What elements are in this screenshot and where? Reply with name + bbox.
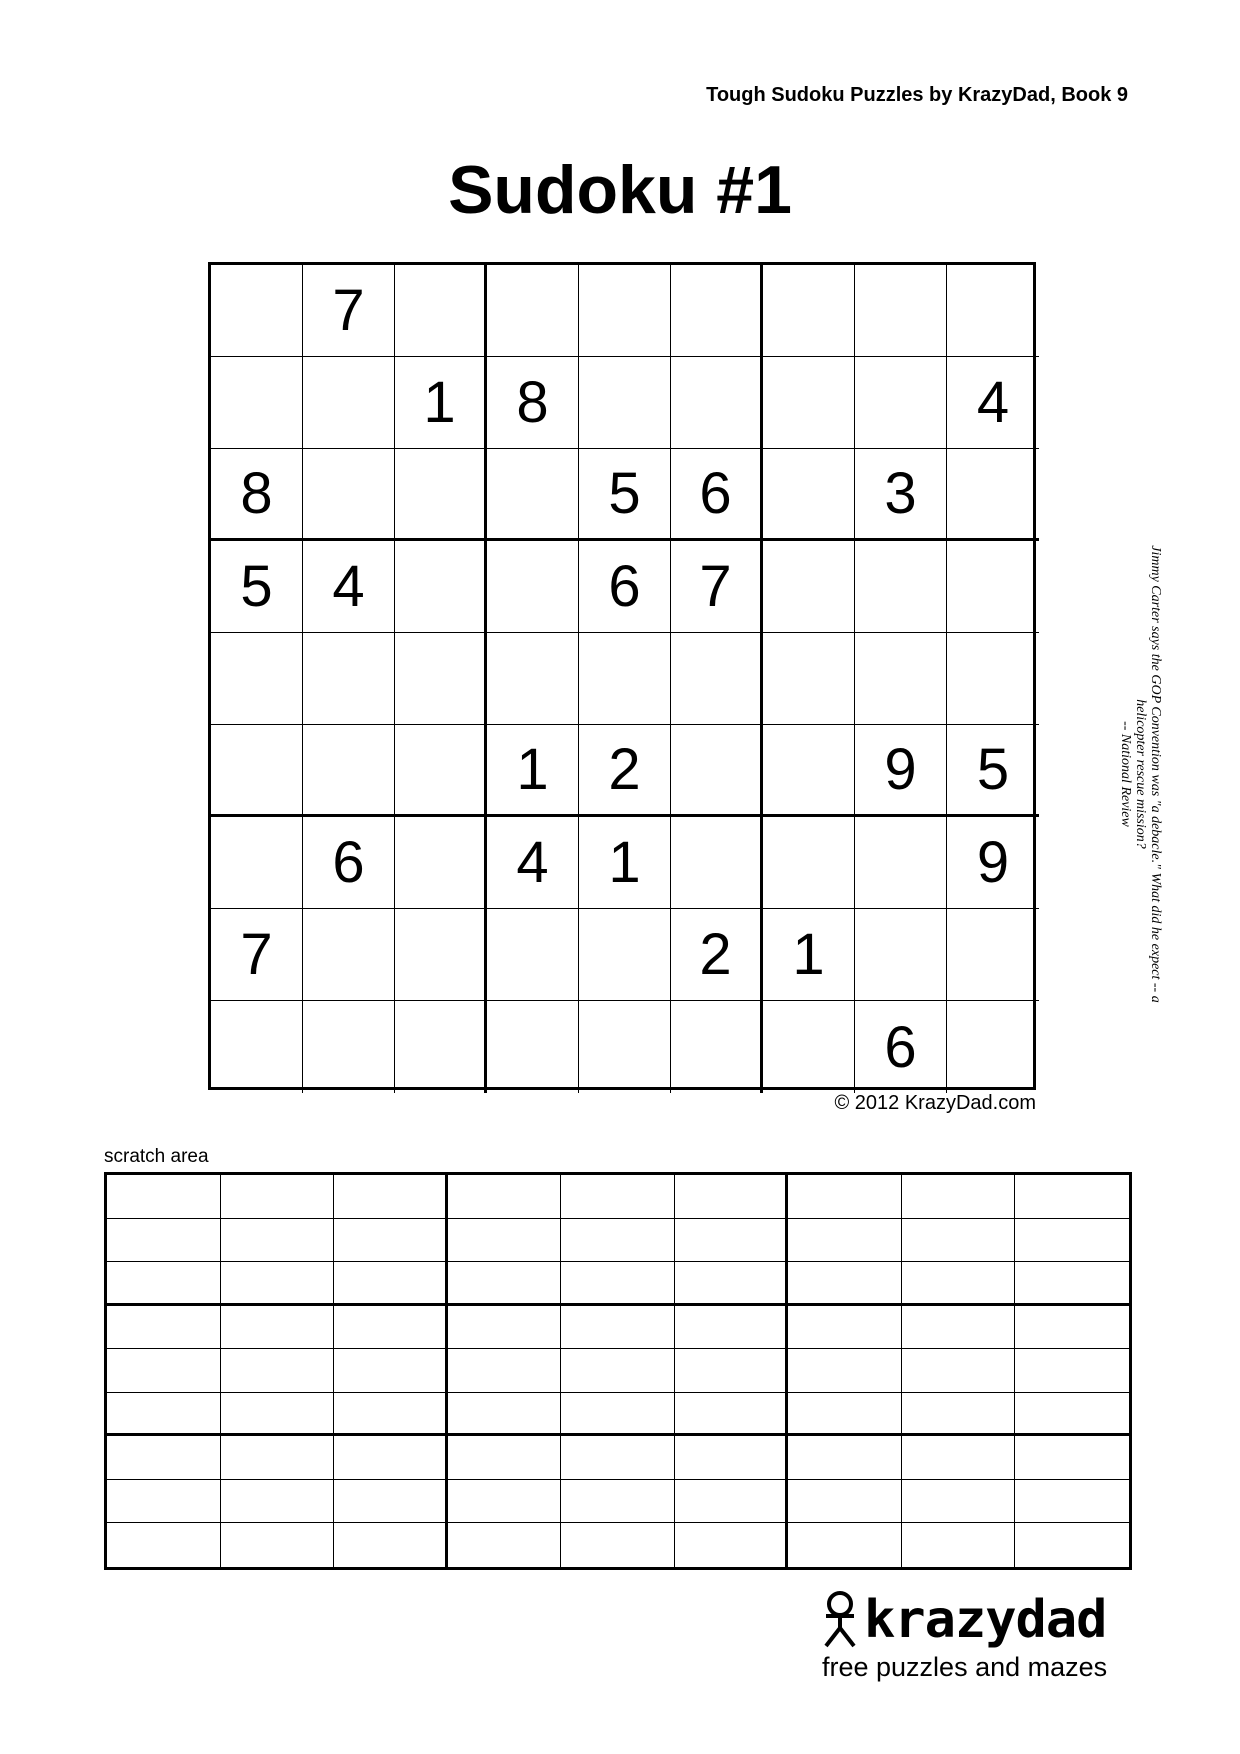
scratch-cell[interactable] xyxy=(334,1393,448,1437)
sudoku-cell[interactable] xyxy=(763,1001,855,1093)
sudoku-cell[interactable] xyxy=(671,633,763,725)
scratch-cell[interactable] xyxy=(675,1523,789,1567)
scratch-cell[interactable] xyxy=(221,1436,335,1480)
sudoku-cell[interactable] xyxy=(763,265,855,357)
scratch-cell[interactable] xyxy=(788,1436,902,1480)
sudoku-cell[interactable] xyxy=(303,633,395,725)
sudoku-cell[interactable] xyxy=(579,1001,671,1093)
sudoku-cell[interactable] xyxy=(671,725,763,817)
sudoku-cell[interactable]: 9 xyxy=(855,725,947,817)
scratch-cell[interactable] xyxy=(1015,1262,1129,1306)
sudoku-cell[interactable] xyxy=(487,449,579,541)
sudoku-cell[interactable] xyxy=(211,1001,303,1093)
scratch-cell[interactable] xyxy=(221,1393,335,1437)
sudoku-cell[interactable]: 6 xyxy=(579,541,671,633)
sudoku-cell[interactable] xyxy=(947,265,1039,357)
quote-line-1: Jimmy Carter says the GOP Convention was "a debacle." What did he expect -- a xyxy=(1148,545,1163,1003)
scratch-cell[interactable] xyxy=(902,1306,1016,1350)
scratch-cell[interactable] xyxy=(561,1175,675,1219)
scratch-cell[interactable] xyxy=(107,1175,221,1219)
scratch-cell[interactable] xyxy=(448,1175,562,1219)
scratch-cell[interactable] xyxy=(448,1349,562,1393)
sudoku-cell[interactable] xyxy=(395,541,487,633)
sudoku-cell[interactable] xyxy=(211,817,303,909)
scratch-cell[interactable] xyxy=(788,1393,902,1437)
scratch-cell[interactable] xyxy=(334,1436,448,1480)
sudoku-cell[interactable]: 1 xyxy=(395,357,487,449)
scratch-cell[interactable] xyxy=(107,1219,221,1263)
scratch-cell[interactable] xyxy=(1015,1219,1129,1263)
puzzle-title: Sudoku #1 xyxy=(448,152,792,228)
scratch-cell[interactable] xyxy=(788,1480,902,1524)
scratch-cell[interactable] xyxy=(675,1393,789,1437)
sudoku-cell[interactable] xyxy=(671,817,763,909)
scratch-cell[interactable] xyxy=(788,1306,902,1350)
sudoku-cell[interactable] xyxy=(303,357,395,449)
sudoku-cell[interactable]: 1 xyxy=(763,909,855,1001)
sudoku-cell[interactable] xyxy=(947,449,1039,541)
scratch-cell[interactable] xyxy=(1015,1175,1129,1219)
scratch-cell[interactable] xyxy=(675,1306,789,1350)
sudoku-cell[interactable] xyxy=(763,633,855,725)
sudoku-cell[interactable] xyxy=(947,1001,1039,1093)
scratch-area-label: scratch area xyxy=(104,1146,209,1167)
logo-wordmark: krazydad xyxy=(864,1590,1107,1650)
scratch-cell[interactable] xyxy=(221,1306,335,1350)
scratch-cell[interactable] xyxy=(107,1523,221,1567)
scratch-cell[interactable] xyxy=(561,1262,675,1306)
scratch-cell[interactable] xyxy=(448,1219,562,1263)
scratch-cell[interactable] xyxy=(675,1262,789,1306)
sudoku-cell[interactable]: 2 xyxy=(671,909,763,1001)
scratch-cell[interactable] xyxy=(561,1393,675,1437)
scratch-cell[interactable] xyxy=(221,1523,335,1567)
scratch-cell[interactable] xyxy=(788,1219,902,1263)
scratch-cell[interactable] xyxy=(334,1480,448,1524)
sudoku-cell[interactable] xyxy=(855,357,947,449)
scratch-cell[interactable] xyxy=(448,1306,562,1350)
scratch-cell[interactable] xyxy=(902,1175,1016,1219)
scratch-cell[interactable] xyxy=(902,1393,1016,1437)
sudoku-cell[interactable]: 1 xyxy=(487,725,579,817)
sudoku-cell[interactable]: 1 xyxy=(579,817,671,909)
sudoku-cell[interactable]: 5 xyxy=(211,541,303,633)
sudoku-cell[interactable] xyxy=(487,909,579,1001)
sudoku-cell[interactable]: 5 xyxy=(579,449,671,541)
sudoku-cell[interactable]: 4 xyxy=(487,817,579,909)
scratch-cell[interactable] xyxy=(675,1175,789,1219)
scratch-cell[interactable] xyxy=(902,1262,1016,1306)
sudoku-cell[interactable] xyxy=(487,1001,579,1093)
sudoku-cell[interactable]: 6 xyxy=(303,817,395,909)
sudoku-cell[interactable]: 7 xyxy=(303,265,395,357)
sudoku-cell[interactable]: 4 xyxy=(303,541,395,633)
scratch-cell[interactable] xyxy=(1015,1480,1129,1524)
sudoku-cell[interactable] xyxy=(487,541,579,633)
scratch-cell[interactable] xyxy=(1015,1393,1129,1437)
sudoku-cell[interactable] xyxy=(579,633,671,725)
sudoku-cell[interactable]: 7 xyxy=(671,541,763,633)
scratch-cell[interactable] xyxy=(675,1480,789,1524)
sudoku-cell[interactable] xyxy=(395,909,487,1001)
scratch-grid xyxy=(104,1172,1132,1570)
sudoku-cell[interactable] xyxy=(947,909,1039,1001)
sudoku-cell[interactable] xyxy=(395,265,487,357)
sudoku-cell[interactable] xyxy=(763,725,855,817)
scratch-cell[interactable] xyxy=(1015,1306,1129,1350)
sudoku-cell[interactable] xyxy=(947,633,1039,725)
sudoku-cell[interactable] xyxy=(395,1001,487,1093)
scratch-cell[interactable] xyxy=(107,1393,221,1437)
scratch-cell[interactable] xyxy=(448,1523,562,1567)
scratch-cell[interactable] xyxy=(107,1436,221,1480)
krazydad-logo xyxy=(820,1590,1140,1683)
sudoku-cell[interactable] xyxy=(855,265,947,357)
sudoku-cell[interactable] xyxy=(763,449,855,541)
sudoku-cell[interactable] xyxy=(855,633,947,725)
sudoku-cell[interactable] xyxy=(763,357,855,449)
scratch-cell[interactable] xyxy=(334,1306,448,1350)
sudoku-cell[interactable]: 6 xyxy=(671,449,763,541)
sudoku-cell[interactable]: 5 xyxy=(947,725,1039,817)
sudoku-cell[interactable] xyxy=(671,265,763,357)
sudoku-cell[interactable] xyxy=(303,449,395,541)
side-quote xyxy=(1118,504,1163,1044)
sudoku-cell[interactable] xyxy=(211,725,303,817)
sudoku-cell[interactable] xyxy=(855,541,947,633)
book-header: Tough Sudoku Puzzles by KrazyDad, Book 9 xyxy=(706,84,1128,106)
scratch-cell[interactable] xyxy=(561,1349,675,1393)
sudoku-cell[interactable] xyxy=(579,265,671,357)
scratch-cell[interactable] xyxy=(107,1349,221,1393)
scratch-cell[interactable] xyxy=(788,1175,902,1219)
scratch-cell[interactable] xyxy=(675,1349,789,1393)
logo-tagline: free puzzles and mazes xyxy=(822,1652,1108,1682)
scratch-cell[interactable] xyxy=(561,1523,675,1567)
scratch-cell[interactable] xyxy=(448,1480,562,1524)
scratch-cell[interactable] xyxy=(107,1262,221,1306)
scratch-cell[interactable] xyxy=(561,1436,675,1480)
sudoku-cell[interactable] xyxy=(395,633,487,725)
scratch-cell[interactable] xyxy=(334,1349,448,1393)
sudoku-cell[interactable]: 2 xyxy=(579,725,671,817)
sudoku-cell[interactable] xyxy=(395,725,487,817)
sudoku-cell[interactable] xyxy=(579,357,671,449)
scratch-cell[interactable] xyxy=(448,1393,562,1437)
scratch-cell[interactable] xyxy=(221,1480,335,1524)
sudoku-cell[interactable] xyxy=(303,909,395,1001)
quote-line-3: -- National Review xyxy=(1118,721,1133,827)
sudoku-cell[interactable] xyxy=(211,265,303,357)
scratch-cell[interactable] xyxy=(221,1349,335,1393)
scratch-cell[interactable] xyxy=(221,1262,335,1306)
sudoku-cell[interactable]: 8 xyxy=(487,357,579,449)
scratch-cell[interactable] xyxy=(902,1349,1016,1393)
sudoku-cell[interactable] xyxy=(487,633,579,725)
scratch-cell[interactable] xyxy=(448,1436,562,1480)
scratch-cell[interactable] xyxy=(902,1436,1016,1480)
scratch-cell[interactable] xyxy=(902,1523,1016,1567)
sudoku-cell[interactable] xyxy=(763,541,855,633)
quote-line-2: helicopter rescue mission? xyxy=(1133,699,1148,849)
scratch-cell[interactable] xyxy=(561,1480,675,1524)
scratch-cell[interactable] xyxy=(561,1306,675,1350)
sudoku-grid xyxy=(208,262,1036,1090)
scratch-cell[interactable] xyxy=(788,1349,902,1393)
copyright-notice: © 2012 KrazyDad.com xyxy=(834,1092,1036,1114)
sudoku-cell[interactable] xyxy=(671,357,763,449)
sudoku-cell[interactable] xyxy=(671,1001,763,1093)
scratch-cell[interactable] xyxy=(334,1175,448,1219)
sudoku-cell[interactable] xyxy=(947,541,1039,633)
scratch-cell[interactable] xyxy=(561,1219,675,1263)
scratch-cell[interactable] xyxy=(788,1262,902,1306)
scratch-cell[interactable] xyxy=(675,1436,789,1480)
scratch-cell[interactable] xyxy=(788,1523,902,1567)
sudoku-cell[interactable]: 7 xyxy=(211,909,303,1001)
sudoku-cell[interactable] xyxy=(855,909,947,1001)
sudoku-cell[interactable] xyxy=(395,817,487,909)
sudoku-cell[interactable] xyxy=(855,817,947,909)
sudoku-cell[interactable]: 8 xyxy=(211,449,303,541)
sudoku-cell[interactable] xyxy=(579,909,671,1001)
sudoku-cell[interactable] xyxy=(763,817,855,909)
sudoku-cell[interactable] xyxy=(211,633,303,725)
scratch-cell[interactable] xyxy=(221,1219,335,1263)
sudoku-cell[interactable]: 4 xyxy=(947,357,1039,449)
scratch-cell[interactable] xyxy=(1015,1436,1129,1480)
sudoku-cell[interactable] xyxy=(395,449,487,541)
scratch-cell[interactable] xyxy=(1015,1349,1129,1393)
scratch-cell[interactable] xyxy=(448,1262,562,1306)
krazydad-mascot-icon xyxy=(820,1590,860,1650)
scratch-cell[interactable] xyxy=(1015,1523,1129,1567)
scratch-cell[interactable] xyxy=(107,1480,221,1524)
sudoku-cell[interactable]: 6 xyxy=(855,1001,947,1093)
sudoku-cell[interactable] xyxy=(487,265,579,357)
scratch-cell[interactable] xyxy=(221,1175,335,1219)
sudoku-cell[interactable] xyxy=(303,725,395,817)
scratch-cell[interactable] xyxy=(334,1219,448,1263)
scratch-cell[interactable] xyxy=(902,1480,1016,1524)
sudoku-cell[interactable]: 9 xyxy=(947,817,1039,909)
sudoku-cell[interactable]: 3 xyxy=(855,449,947,541)
scratch-cell[interactable] xyxy=(902,1219,1016,1263)
scratch-cell[interactable] xyxy=(107,1306,221,1350)
scratch-cell[interactable] xyxy=(334,1523,448,1567)
sudoku-cell[interactable] xyxy=(211,357,303,449)
sudoku-cell[interactable] xyxy=(303,1001,395,1093)
scratch-cell[interactable] xyxy=(675,1219,789,1263)
scratch-cell[interactable] xyxy=(334,1262,448,1306)
